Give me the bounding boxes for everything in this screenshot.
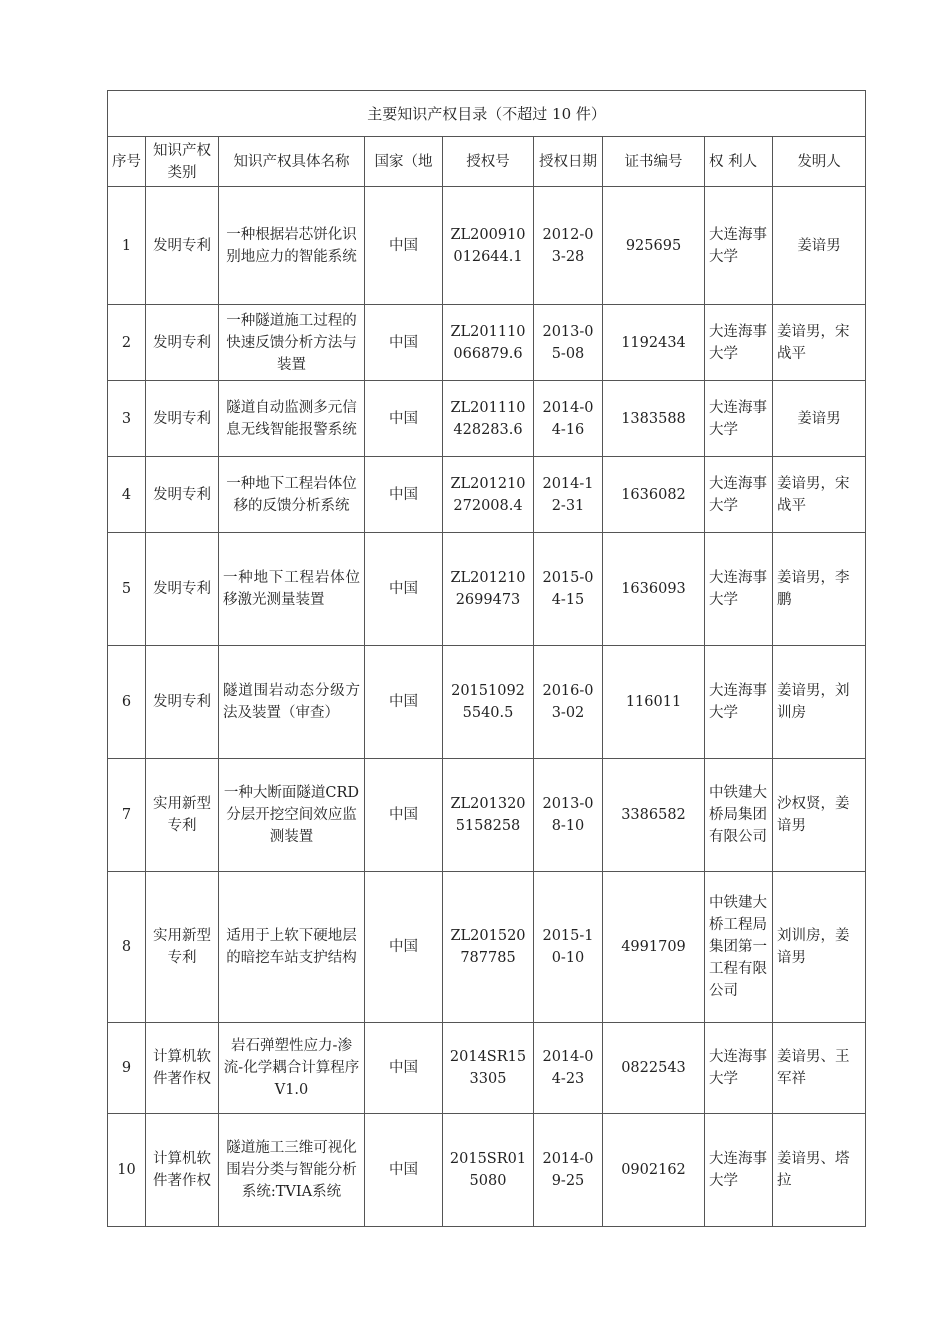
cell-cert: 1383588 — [603, 381, 705, 457]
cell-name: 隧道施工三维可视化围岩分类与智能分析系统:TVIA系统 — [219, 1114, 365, 1227]
cell-inventor: 姜谙男，李鹏 — [773, 533, 866, 646]
cell-country: 中国 — [365, 305, 443, 381]
cell-holder: 中铁建大桥局集团有限公司 — [705, 759, 773, 872]
cell-name: 一种地下工程岩体位移激光测量装置 — [219, 533, 365, 646]
cell-cert: 1636082 — [603, 457, 705, 533]
cell-holder: 大连海事大学 — [705, 533, 773, 646]
table-row — [108, 646, 866, 759]
cell-inventor: 姜谙男，宋战平 — [773, 305, 866, 381]
cell-type: 发明专利 — [146, 187, 219, 305]
cell-no: 7 — [108, 759, 146, 872]
cell-date: 2015-04-15 — [534, 533, 603, 646]
cell-cert: 116011 — [603, 646, 705, 759]
cell-cert: 0822543 — [603, 1023, 705, 1114]
cell-auth-no: ZL201110428283.6 — [443, 381, 534, 457]
header-date: 授权日期 — [534, 137, 603, 187]
cell-no: 4 — [108, 457, 146, 533]
cell-auth-no: ZL2013205158258 — [443, 759, 534, 872]
table-row — [108, 533, 866, 646]
cell-country: 中国 — [365, 872, 443, 1023]
cell-type: 计算机软件著作权 — [146, 1114, 219, 1227]
cell-cert: 1192434 — [603, 305, 705, 381]
header-cert: 证书编号 — [603, 137, 705, 187]
cell-inventor: 姜谙男 — [773, 381, 866, 457]
cell-inventor: 姜谙男、王军祥 — [773, 1023, 866, 1114]
cell-name: 隧道自动监测多元信息无线智能报警系统 — [219, 381, 365, 457]
cell-type: 发明专利 — [146, 533, 219, 646]
cell-holder: 大连海事大学 — [705, 1023, 773, 1114]
cell-auth-no: ZL201520787785 — [443, 872, 534, 1023]
cell-country: 中国 — [365, 533, 443, 646]
cell-no: 10 — [108, 1114, 146, 1227]
cell-holder: 大连海事大学 — [705, 305, 773, 381]
cell-holder: 大连海事大学 — [705, 381, 773, 457]
cell-inventor: 刘训房，姜谙男 — [773, 872, 866, 1023]
cell-no: 1 — [108, 187, 146, 305]
cell-date: 2012-03-28 — [534, 187, 603, 305]
cell-cert: 3386582 — [603, 759, 705, 872]
cell-country: 中国 — [365, 646, 443, 759]
header-row — [108, 137, 866, 187]
table-row — [108, 872, 866, 1023]
cell-name: 隧道围岩动态分级方法及装置（审查） — [219, 646, 365, 759]
cell-date: 2014-12-31 — [534, 457, 603, 533]
cell-country: 中国 — [365, 1114, 443, 1227]
cell-auth-no: 2014SR153305 — [443, 1023, 534, 1114]
cell-cert: 1636093 — [603, 533, 705, 646]
header-no: 序号 — [108, 137, 146, 187]
cell-type: 发明专利 — [146, 381, 219, 457]
cell-type: 计算机软件著作权 — [146, 1023, 219, 1114]
cell-auth-no: 2015SR015080 — [443, 1114, 534, 1227]
cell-country: 中国 — [365, 381, 443, 457]
header-name: 知识产权具体名称 — [219, 137, 365, 187]
table-title: 主要知识产权目录（不超过 10 件） — [108, 91, 866, 137]
cell-date: 2014-04-16 — [534, 381, 603, 457]
header-country: 国家（地 — [365, 137, 443, 187]
cell-country: 中国 — [365, 457, 443, 533]
cell-date: 2013-05-08 — [534, 305, 603, 381]
cell-name: 一种根据岩芯饼化识别地应力的智能系统 — [219, 187, 365, 305]
table-row — [108, 305, 866, 381]
cell-cert: 0902162 — [603, 1114, 705, 1227]
cell-auth-no: ZL201110066879.6 — [443, 305, 534, 381]
cell-name: 一种隧道施工过程的快速反馈分析方法与装置 — [219, 305, 365, 381]
table-row — [108, 1023, 866, 1114]
cell-name: 适用于上软下硬地层的暗挖车站支护结构 — [219, 872, 365, 1023]
cell-date: 2013-08-10 — [534, 759, 603, 872]
cell-date: 2014-04-23 — [534, 1023, 603, 1114]
header-auth-no: 授权号 — [443, 137, 534, 187]
cell-auth-no: ZL201210272008.4 — [443, 457, 534, 533]
header-holder: 权 利人 — [705, 137, 773, 187]
cell-inventor: 姜谙男 — [773, 187, 866, 305]
cell-type: 发明专利 — [146, 305, 219, 381]
cell-country: 中国 — [365, 759, 443, 872]
header-inventor: 发明人 — [773, 137, 866, 187]
cell-holder: 大连海事大学 — [705, 1114, 773, 1227]
cell-type: 实用新型专利 — [146, 872, 219, 1023]
cell-name: 岩石弹塑性应力-渗流-化学耦合计算程序V1.0 — [219, 1023, 365, 1114]
ip-table — [107, 90, 866, 1227]
cell-inventor: 姜谙男，刘训房 — [773, 646, 866, 759]
cell-type: 实用新型专利 — [146, 759, 219, 872]
cell-holder: 中铁建大桥工程局集团第一工程有限公司 — [705, 872, 773, 1023]
cell-no: 6 — [108, 646, 146, 759]
cell-no: 5 — [108, 533, 146, 646]
table-row — [108, 759, 866, 872]
cell-inventor: 姜谙男，宋战平 — [773, 457, 866, 533]
table-row — [108, 187, 866, 305]
table-row — [108, 1114, 866, 1227]
cell-date: 2016-03-02 — [534, 646, 603, 759]
cell-auth-no: 201510925540.5 — [443, 646, 534, 759]
cell-no: 9 — [108, 1023, 146, 1114]
cell-no: 8 — [108, 872, 146, 1023]
cell-date: 2014-09-25 — [534, 1114, 603, 1227]
table-row — [108, 457, 866, 533]
cell-inventor: 姜谙男、塔拉 — [773, 1114, 866, 1227]
cell-holder: 大连海事大学 — [705, 187, 773, 305]
cell-type: 发明专利 — [146, 457, 219, 533]
cell-auth-no: ZL2012102699473 — [443, 533, 534, 646]
cell-auth-no: ZL200910012644.1 — [443, 187, 534, 305]
cell-date: 2015-10-10 — [534, 872, 603, 1023]
cell-cert: 4991709 — [603, 872, 705, 1023]
cell-no: 3 — [108, 381, 146, 457]
cell-name: 一种大断面隧道CRD分层开挖空间效应监测装置 — [219, 759, 365, 872]
cell-name: 一种地下工程岩体位移的反馈分析系统 — [219, 457, 365, 533]
cell-inventor: 沙权贤，姜谙男 — [773, 759, 866, 872]
cell-cert: 925695 — [603, 187, 705, 305]
cell-holder: 大连海事大学 — [705, 646, 773, 759]
header-type: 知识产权类别 — [146, 137, 219, 187]
cell-country: 中国 — [365, 1023, 443, 1114]
table-row — [108, 381, 866, 457]
cell-no: 2 — [108, 305, 146, 381]
cell-country: 中国 — [365, 187, 443, 305]
cell-holder: 大连海事大学 — [705, 457, 773, 533]
cell-type: 发明专利 — [146, 646, 219, 759]
